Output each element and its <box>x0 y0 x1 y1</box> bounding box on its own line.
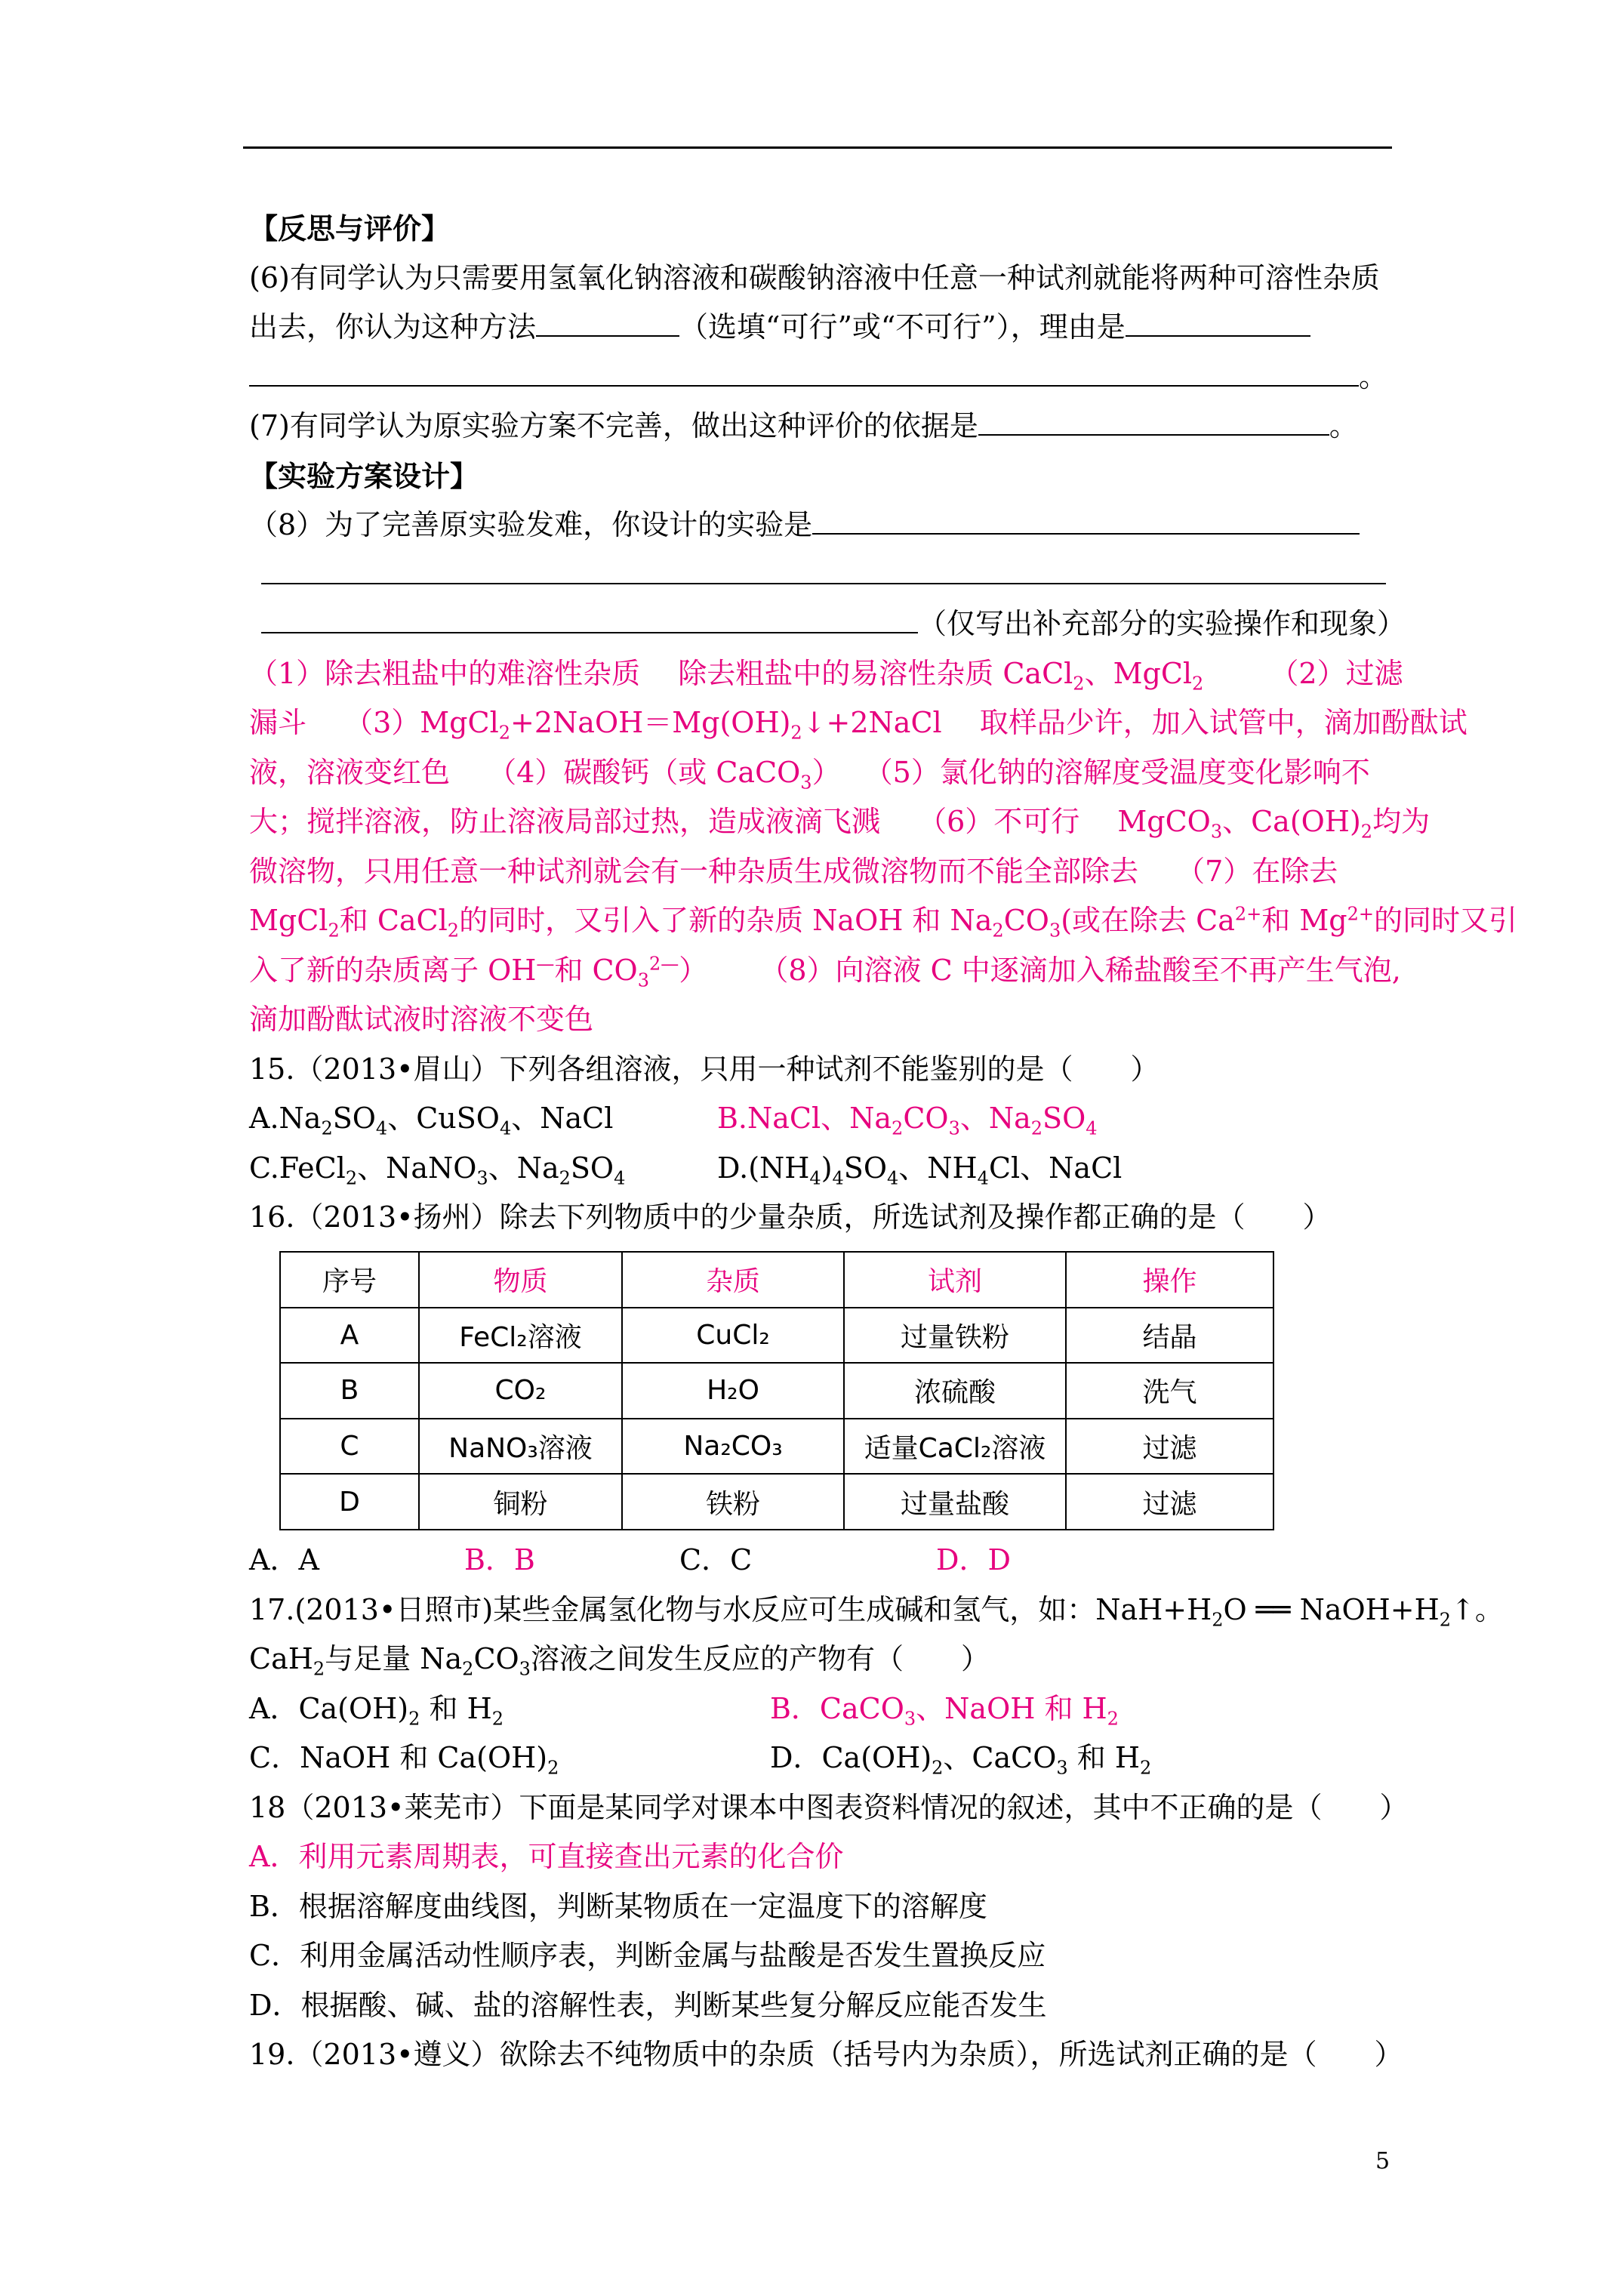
q17-options-ab <box>249 1684 1397 1734</box>
subscript: 2 <box>1192 673 1204 695</box>
page-content-lower <box>249 1536 1504 2080</box>
opt-text: 和 H <box>1067 1741 1140 1774</box>
subscript: 2 <box>1212 1609 1224 1631</box>
opt-text: 、NaCl <box>511 1102 614 1135</box>
cell: CO₂ <box>419 1363 622 1419</box>
answer-text: CO <box>1003 904 1049 937</box>
q15-option-a[interactable] <box>249 1094 717 1144</box>
cell: H₂O <box>622 1363 844 1419</box>
subscript: 2 <box>547 1757 559 1779</box>
answer-text: （1）除去粗盐中的难溶性杂质 除去粗盐中的易溶性杂质 CaCl <box>249 656 1073 690</box>
q18-option-c[interactable]: C．利用金属活动性顺序表，判断金属与盐酸是否发生置换反应 <box>249 1939 1046 1972</box>
subscript: 3 <box>904 1708 916 1730</box>
subscript: 4 <box>1086 1117 1098 1139</box>
opt-text: 、Na <box>959 1102 1031 1135</box>
q15-options-cd <box>249 1144 1397 1194</box>
subscript: 2 <box>345 1167 358 1189</box>
q6-line3 <box>249 353 1397 402</box>
cell: B <box>280 1363 419 1419</box>
cell: 过量盐酸 <box>844 1474 1066 1530</box>
q7-line <box>249 402 1397 451</box>
q18-option-b[interactable]: B．根据溶解度曲线图，判断某物质在一定温度下的溶解度 <box>249 1889 987 1923</box>
q18-option-a[interactable]: A．利用元素周期表，可直接查出元素的化合价 <box>249 1840 844 1873</box>
answer-line-4 <box>249 797 1431 847</box>
opt-text: C．NaOH 和 Ca(OH) <box>249 1741 548 1774</box>
answer-text: ） （8）向溶液 C 中逐滴加入稀盐酸至不再产生气泡, <box>679 953 1401 987</box>
q16-option-d[interactable]: D．D <box>936 1543 1011 1576</box>
header-index: 序号 <box>280 1252 419 1308</box>
answer-line-1 <box>249 649 1403 699</box>
opt-text: SO <box>570 1151 614 1185</box>
subscript: 4 <box>809 1167 821 1189</box>
answer-line-7 <box>249 946 1401 996</box>
q16-options <box>249 1536 1397 1586</box>
opt-text: 和 H <box>420 1691 492 1725</box>
q17-text: 溶液之间发生反应的产物有（ ） <box>530 1642 990 1675</box>
opt-text: B.NaCl、Na <box>717 1102 892 1135</box>
q17-option-c[interactable] <box>249 1734 770 1783</box>
subscript: 4 <box>499 1117 512 1139</box>
subscript: 4 <box>832 1167 844 1189</box>
q6-blank-2[interactable] <box>1126 308 1310 337</box>
answer-text: 和 CO <box>554 953 638 987</box>
opt-text: SO <box>843 1151 887 1185</box>
subscript: 2 <box>992 920 1004 942</box>
opt-text: 、NH <box>898 1151 978 1185</box>
opt-text: SO <box>1042 1102 1086 1135</box>
subscript: 2 <box>932 1757 944 1779</box>
answer-text: +2NaOH＝Mg(OH) <box>510 706 791 739</box>
subscript: 4 <box>375 1117 388 1139</box>
answer-text: （2）过滤 <box>1203 656 1403 690</box>
header-substance: 物质 <box>419 1252 622 1308</box>
subscript: 3 <box>1049 920 1061 942</box>
cell: Na₂CO₃ <box>622 1419 844 1475</box>
q16-option-a[interactable]: A．A <box>249 1543 319 1576</box>
q16-stem: 16.（2013•扬州）除去下列物质中的少量杂质，所选试剂及操作都正确的是（ ） <box>249 1200 1332 1234</box>
q7-text: (7)有同学认为原实验方案不完善，做出这种评价的依据是 <box>249 409 978 442</box>
header-rule <box>243 146 1392 149</box>
cell: CuCl₂ <box>622 1308 844 1364</box>
subscript: 3 <box>1056 1757 1068 1779</box>
q15-stem: 15.（2013•眉山）下列各组溶液，只用一种试剂不能鉴别的是（ ） <box>249 1052 1160 1086</box>
subscript: 2 <box>1439 1609 1452 1631</box>
subscript: 2 <box>1030 1117 1043 1139</box>
q17-text: CaH <box>249 1642 313 1675</box>
answer-text: 、MgCl <box>1084 656 1193 690</box>
q16-option-c[interactable]: C．C <box>679 1543 753 1576</box>
subscript: 2 <box>328 920 340 942</box>
table-row <box>280 1419 1273 1475</box>
cell: A <box>280 1308 419 1364</box>
subscript: 2 <box>321 1117 333 1139</box>
subscript: 2 <box>447 920 460 942</box>
answer-text: 的同时，又引入了新的杂质 NaOH 和 Na <box>459 904 993 937</box>
q18-stem: 18（2013•莱芜市）下面是某同学对课本中图表资料情况的叙述，其中不正确的是（ ） <box>249 1790 1409 1824</box>
cell: 铜粉 <box>419 1474 622 1530</box>
answer-block <box>249 649 1517 1045</box>
q17-text: ↑。 <box>1451 1592 1504 1626</box>
q17-option-a[interactable] <box>249 1684 770 1734</box>
q8-blank-1[interactable] <box>812 506 1360 535</box>
opt-text: 、CaCO <box>943 1741 1057 1774</box>
q6-blank-1[interactable] <box>536 308 679 337</box>
cell: 过量铁粉 <box>844 1308 1066 1364</box>
q8-line1 <box>249 501 1397 550</box>
q19-stem: 19.（2013•遵义）欲除去不纯物质中的杂质（括号内为杂质），所选试剂正确的是（ ） <box>249 2038 1403 2071</box>
q8-blank-2[interactable] <box>261 556 1386 584</box>
subscript: 2 <box>559 1167 571 1189</box>
cell: FeCl₂溶液 <box>419 1308 622 1364</box>
q17-option-b[interactable] <box>770 1684 1119 1734</box>
table-row <box>280 1474 1273 1530</box>
opt-text: Cl、NaCl <box>988 1151 1123 1185</box>
table-row <box>280 1308 1273 1364</box>
opt-text: ) <box>821 1151 833 1185</box>
subscript: 2 <box>1107 1708 1119 1730</box>
q6-text-b: （选填“可行”或“不可行”），理由是 <box>679 310 1126 344</box>
q8-line2 <box>249 550 1397 600</box>
q7-blank[interactable] <box>978 407 1329 436</box>
opt-text: SO <box>332 1102 376 1135</box>
subscript: 2 <box>1360 821 1373 843</box>
subscript: 3 <box>519 1658 531 1680</box>
subscript: 2 <box>491 1708 504 1730</box>
cell: 铁粉 <box>622 1474 844 1530</box>
q15-options-ab <box>249 1094 1397 1144</box>
answer-text: 的同时又引 <box>1373 904 1517 937</box>
answer-text: (或在除去 Ca <box>1061 904 1235 937</box>
q17-options-cd <box>249 1734 1397 1783</box>
q17-text: CO <box>473 1642 519 1675</box>
subscript: 2 <box>790 722 802 744</box>
header-reagent: 试剂 <box>844 1252 1066 1308</box>
opt-text: 、NaOH 和 H <box>916 1691 1107 1725</box>
cell: 洗气 <box>1066 1363 1273 1419</box>
q6-blank-3[interactable] <box>249 358 1359 387</box>
q17-text: 与足量 Na <box>325 1642 463 1675</box>
cell: D <box>280 1474 419 1530</box>
q8-line3 <box>249 599 1406 649</box>
q6-line1: (6)有同学认为只需要用氢氧化钠溶液和碳酸钠溶液中任意一种试剂就能将两种可溶性杂质 <box>249 260 1380 294</box>
opt-text: D.(NH <box>717 1151 810 1185</box>
subscript: 4 <box>886 1167 899 1189</box>
opt-text: 、Na <box>488 1151 559 1185</box>
answer-line-3 <box>249 748 1397 798</box>
opt-text: 、CuSO <box>387 1102 500 1135</box>
opt-text: A.Na <box>249 1102 322 1135</box>
answer-text: ↓+2NaCl 取样品少许，加入试管中，滴加酚酞试 <box>802 706 1467 739</box>
subscript: 4 <box>614 1167 626 1189</box>
opt-text: 、NaNO <box>357 1151 477 1185</box>
answer-line-5: 微溶物，只用任意一种试剂就会有一种杂质生成微溶物而不能全部除去 （7）在除去 <box>249 854 1338 888</box>
answer-text: 和 CaCl <box>339 904 448 937</box>
subscript: 3 <box>800 772 812 794</box>
superscript: 2+ <box>1234 903 1262 925</box>
subscript: 3 <box>1210 821 1223 843</box>
cell: 适量CaCl₂溶液 <box>844 1419 1066 1475</box>
page-number: 5 <box>1375 2148 1390 2174</box>
cell: 过滤 <box>1066 1474 1273 1530</box>
q17-text: 17.(2013•日照市)某些金属氢化物与水反应可生成碱和氢气，如：NaH+H <box>249 1592 1212 1626</box>
table-row <box>280 1363 1273 1419</box>
subscript: 2 <box>498 722 511 744</box>
answer-text: ） （5）氯化钠的溶解度受温度变化影响不 <box>812 755 1370 789</box>
page-content <box>249 204 1517 1243</box>
answer-text: 漏斗 （3）MgCl <box>249 706 499 739</box>
subscript: 3 <box>637 969 649 991</box>
subscript: 2 <box>462 1658 474 1680</box>
answer-line-6 <box>249 896 1517 946</box>
q6-line2 <box>249 303 1397 353</box>
q15-option-d[interactable] <box>717 1144 1122 1194</box>
table-header-row <box>280 1252 1273 1308</box>
subscript: 2 <box>313 1658 325 1680</box>
superscript: 2— <box>648 952 679 974</box>
header-impurity: 杂质 <box>622 1252 844 1308</box>
cell: 过滤 <box>1066 1419 1273 1475</box>
q8-blank-3[interactable] <box>261 605 918 633</box>
q17-line1 <box>249 1586 1504 1635</box>
answer-text: 液，溶液变红色 （4）碳酸钙（或 CaCO <box>249 755 801 789</box>
opt-text: B．CaCO <box>770 1691 904 1725</box>
q6-text-a: 出去，你认为这种方法 <box>249 310 537 344</box>
opt-text: C.FeCl <box>249 1151 346 1185</box>
design-heading: 【实验方案设计】 <box>249 458 479 493</box>
q15-option-b[interactable] <box>717 1094 1098 1144</box>
subscript: 2 <box>1139 1757 1152 1779</box>
q7-end: 。 <box>1329 409 1358 442</box>
subscript: 2 <box>892 1117 904 1139</box>
header-operation: 操作 <box>1066 1252 1273 1308</box>
cell: C <box>280 1419 419 1475</box>
q17-option-d[interactable] <box>770 1734 1151 1783</box>
answer-text: 均为 <box>1372 805 1431 838</box>
q17-text: O ══ NaOH+H <box>1223 1592 1440 1626</box>
subscript: 3 <box>476 1167 488 1189</box>
q16-table <box>279 1251 1274 1530</box>
superscript: 2+ <box>1347 903 1374 925</box>
answer-text: 入了新的杂质离子 OH <box>249 953 537 987</box>
cell: 浓硫酸 <box>844 1363 1066 1419</box>
answer-text: 和 Mg <box>1261 904 1347 937</box>
opt-text: A．Ca(OH) <box>249 1691 409 1725</box>
q15-option-c[interactable] <box>249 1144 717 1194</box>
answer-line-2 <box>249 698 1467 748</box>
q8-text: （8）为了完善原实验发难，你设计的实验是 <box>249 508 813 541</box>
answer-text: 、Ca(OH) <box>1222 805 1361 838</box>
q6-line3-end: 。 <box>1359 359 1388 393</box>
q16-option-b[interactable]: B．B <box>464 1543 535 1576</box>
opt-text: D．Ca(OH) <box>770 1741 932 1774</box>
cell: 结晶 <box>1066 1308 1273 1364</box>
subscript: 2 <box>408 1708 420 1730</box>
subscript: 3 <box>948 1117 960 1139</box>
q17-line2 <box>249 1635 1397 1684</box>
answer-line-8: 滴加酚酞试液时溶液不变色 <box>249 1003 594 1036</box>
opt-text: CO <box>903 1102 949 1135</box>
answer-text: 大；搅拌溶液，防止溶液局部过热，造成液滴飞溅 （6）不可行 MgCO <box>249 805 1211 838</box>
superscript: — <box>536 952 555 974</box>
q8-tail: （仅写出补充部分的实验操作和现象） <box>918 607 1406 640</box>
cell: NaNO₃溶液 <box>419 1419 622 1475</box>
q18-option-d[interactable]: D．根据酸、碱、盐的溶解性表，判断某些复分解反应能否发生 <box>249 1988 1047 2022</box>
subscript: 2 <box>1073 673 1085 695</box>
answer-text: MgCl <box>249 904 328 937</box>
reflection-heading: 【反思与评价】 <box>249 211 451 245</box>
subscript: 4 <box>977 1167 989 1189</box>
